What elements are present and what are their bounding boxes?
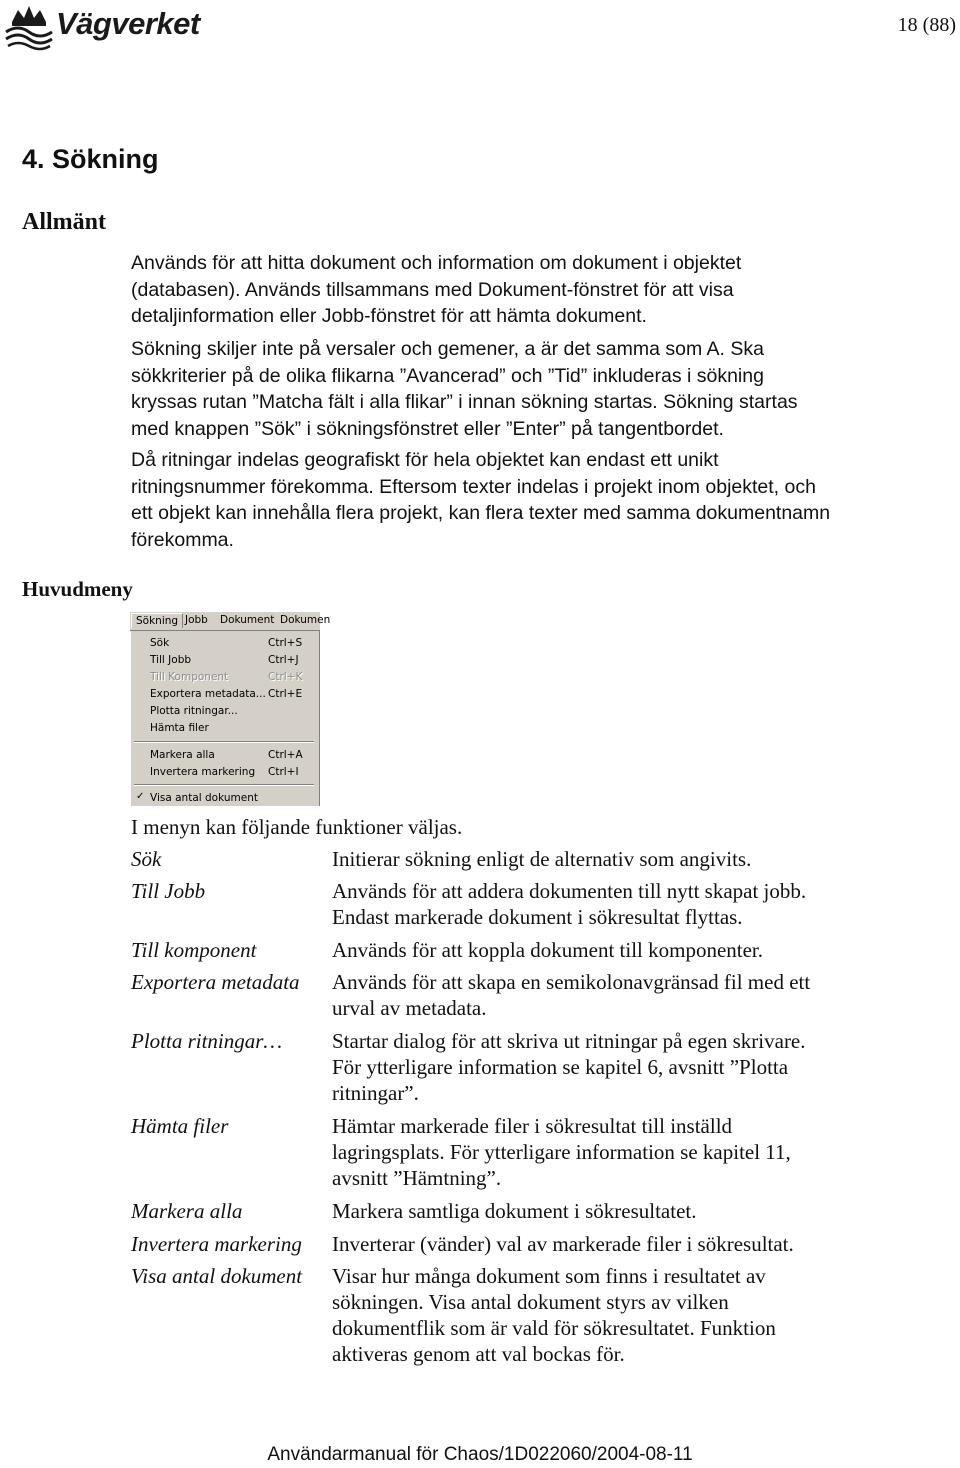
section-heading-general: Allmänt	[22, 209, 106, 235]
text-line: dokumentflik som är vald för sökresultatet. Funktion	[332, 1316, 776, 1340]
text-line: Markera samtliga dokument i sökresultatet.	[332, 1199, 697, 1223]
general-paragraph-2	[131, 336, 951, 442]
text-line: För ytterligare information se kapitel 6, avsnitt ”Plotta	[332, 1055, 789, 1079]
function-description	[332, 878, 932, 930]
menubar-item-dokument[interactable]: Dokument	[220, 614, 275, 626]
function-term: Plotta ritningar…	[131, 1029, 283, 1053]
text-line: Då ritningar indelas geografiskt för hela objektet kan endast ett unikt	[131, 449, 719, 471]
text-line: kryssas rutan ”Matcha fält i alla flikar” i innan sökning startas. Sökning startas	[131, 391, 798, 413]
text-line: Används för att koppla dokument till komponenter.	[332, 938, 764, 962]
function-term: Hämta filer	[131, 1114, 229, 1138]
text-line: detaljinformation eller Jobb-fönstret för att hämta dokument.	[131, 305, 647, 327]
menu-shortcut: Ctrl+A	[268, 749, 303, 761]
function-description	[332, 1263, 932, 1367]
check-mark-icon: ✓	[136, 791, 145, 802]
text-line: ritningar”.	[332, 1081, 419, 1105]
text-line: Inverterar (vänder) val av markerade filer i sökresultat.	[332, 1232, 794, 1256]
function-term: Exportera metadata	[131, 970, 300, 994]
crown-emblem-icon	[4, 2, 54, 50]
menu-item-till-jobb[interactable]: Till Jobb	[150, 654, 192, 666]
function-description	[332, 969, 932, 1021]
section-heading-mainmenu: Huvudmeny	[22, 577, 133, 601]
menu-shortcut: Ctrl+K	[268, 671, 303, 683]
text-line: lagringsplats. För ytterligare information se kapitel 11,	[332, 1140, 791, 1164]
text-line: Initierar sökning enligt de alternativ som angivits.	[332, 847, 752, 871]
menu-item-sok[interactable]: Sök	[150, 637, 170, 649]
function-term: Markera alla	[131, 1199, 243, 1223]
menu-item-invertera-markering[interactable]: Invertera markering	[150, 766, 256, 778]
text-line: aktiveras genom att val bockas för.	[332, 1342, 625, 1366]
menu-item-till-komponent: Till Komponent	[150, 671, 229, 683]
menu-shortcut: Ctrl+J	[268, 654, 299, 666]
function-term: Till komponent	[131, 938, 257, 962]
page-number: 18 (88)	[897, 14, 956, 36]
menu-separator	[134, 784, 314, 786]
chapter-title: 4. Sökning	[22, 144, 159, 174]
menu-shortcut: Ctrl+S	[268, 637, 303, 649]
text-line: sökkriterier på de olika flikarna ”Avancerad” och ”Tid” inkluderas i sökning	[131, 364, 764, 387]
function-description	[332, 937, 932, 963]
menubar-item-jobb[interactable]: Jobb	[185, 614, 208, 626]
text-line: Endast markerade dokument i sökresultat flyttas.	[332, 905, 743, 929]
text-line: ett objekt kan innehålla flera projekt, kan flera texter med samma dokumentnamn	[131, 502, 831, 524]
menubar-item-dokument-2[interactable]: Dokumen	[280, 614, 331, 626]
function-description	[332, 1113, 932, 1191]
text-line: avsnitt ”Hämtning”.	[332, 1166, 502, 1190]
menu-bar	[130, 612, 331, 631]
text-line: Används för att skapa en semikolonavgränsad fil med ett	[332, 970, 811, 994]
general-paragraph-3	[131, 447, 951, 553]
menu-item-visa-antal-dokument[interactable]: Visa antal dokument	[150, 792, 258, 804]
text-line: Sökning skiljer inte på versaler och gemener, a är det samma som A. Ska	[131, 338, 764, 360]
general-paragraph-1	[131, 250, 951, 330]
text-line: (databasen). Används tillsammans med Dokument-fönstret för att visa	[131, 278, 734, 301]
text-line: med knappen ”Sök” i sökningsfönstret eller ”Enter” på tangentbordet.	[131, 417, 724, 440]
functions-intro: I menyn kan följande funktioner väljas.	[131, 815, 463, 839]
text-line: Används för att hitta dokument och information om dokument i objektet	[131, 252, 742, 274]
menu-item-markera-alla[interactable]: Markera alla	[150, 749, 215, 761]
menu-shortcut: Ctrl+E	[268, 688, 303, 700]
function-term: Visa antal dokument	[131, 1264, 303, 1288]
text-line: förekomma.	[131, 528, 234, 551]
menu-separator	[134, 741, 314, 743]
text-line: Används för att addera dokumenten till nytt skapat jobb.	[332, 879, 807, 903]
text-line: urval av metadata.	[332, 996, 487, 1020]
menubar-item-sokning[interactable]: Sökning	[131, 613, 183, 628]
dropdown-menu	[130, 631, 320, 806]
text-line: Visar hur många dokument som finns i resultatet av	[332, 1264, 766, 1288]
function-term: Till Jobb	[131, 879, 206, 903]
menu-item-plotta-ritningar[interactable]: Plotta ritningar...	[150, 705, 238, 717]
menu-item-exportera-metadata[interactable]: Exportera metadata...	[150, 688, 266, 700]
text-line: sökningen. Visa antal dokument styrs av vilken	[332, 1290, 729, 1314]
function-term: Invertera markering	[131, 1232, 302, 1256]
function-description	[332, 1198, 932, 1224]
brand-name: Vägverket	[56, 6, 200, 41]
function-description	[332, 846, 932, 872]
menu-shortcut: Ctrl+I	[268, 766, 299, 778]
menu-screenshot	[130, 612, 331, 806]
function-term: Sök	[131, 847, 162, 871]
function-description	[332, 1028, 932, 1106]
text-line: Hämtar markerade filer i sökresultat till inställd	[332, 1114, 733, 1138]
text-line: Startar dialog för att skriva ut ritningar på egen skrivare.	[332, 1029, 806, 1053]
function-description	[332, 1231, 932, 1257]
page-footer: Användarmanual för Chaos/1D022060/2004-08-11	[267, 1444, 693, 1465]
text-line: ritningsnummer förekomma. Eftersom texter indelas i projekt inom objektet, och	[131, 475, 816, 498]
menu-item-hamta-filer[interactable]: Hämta filer	[150, 722, 209, 734]
